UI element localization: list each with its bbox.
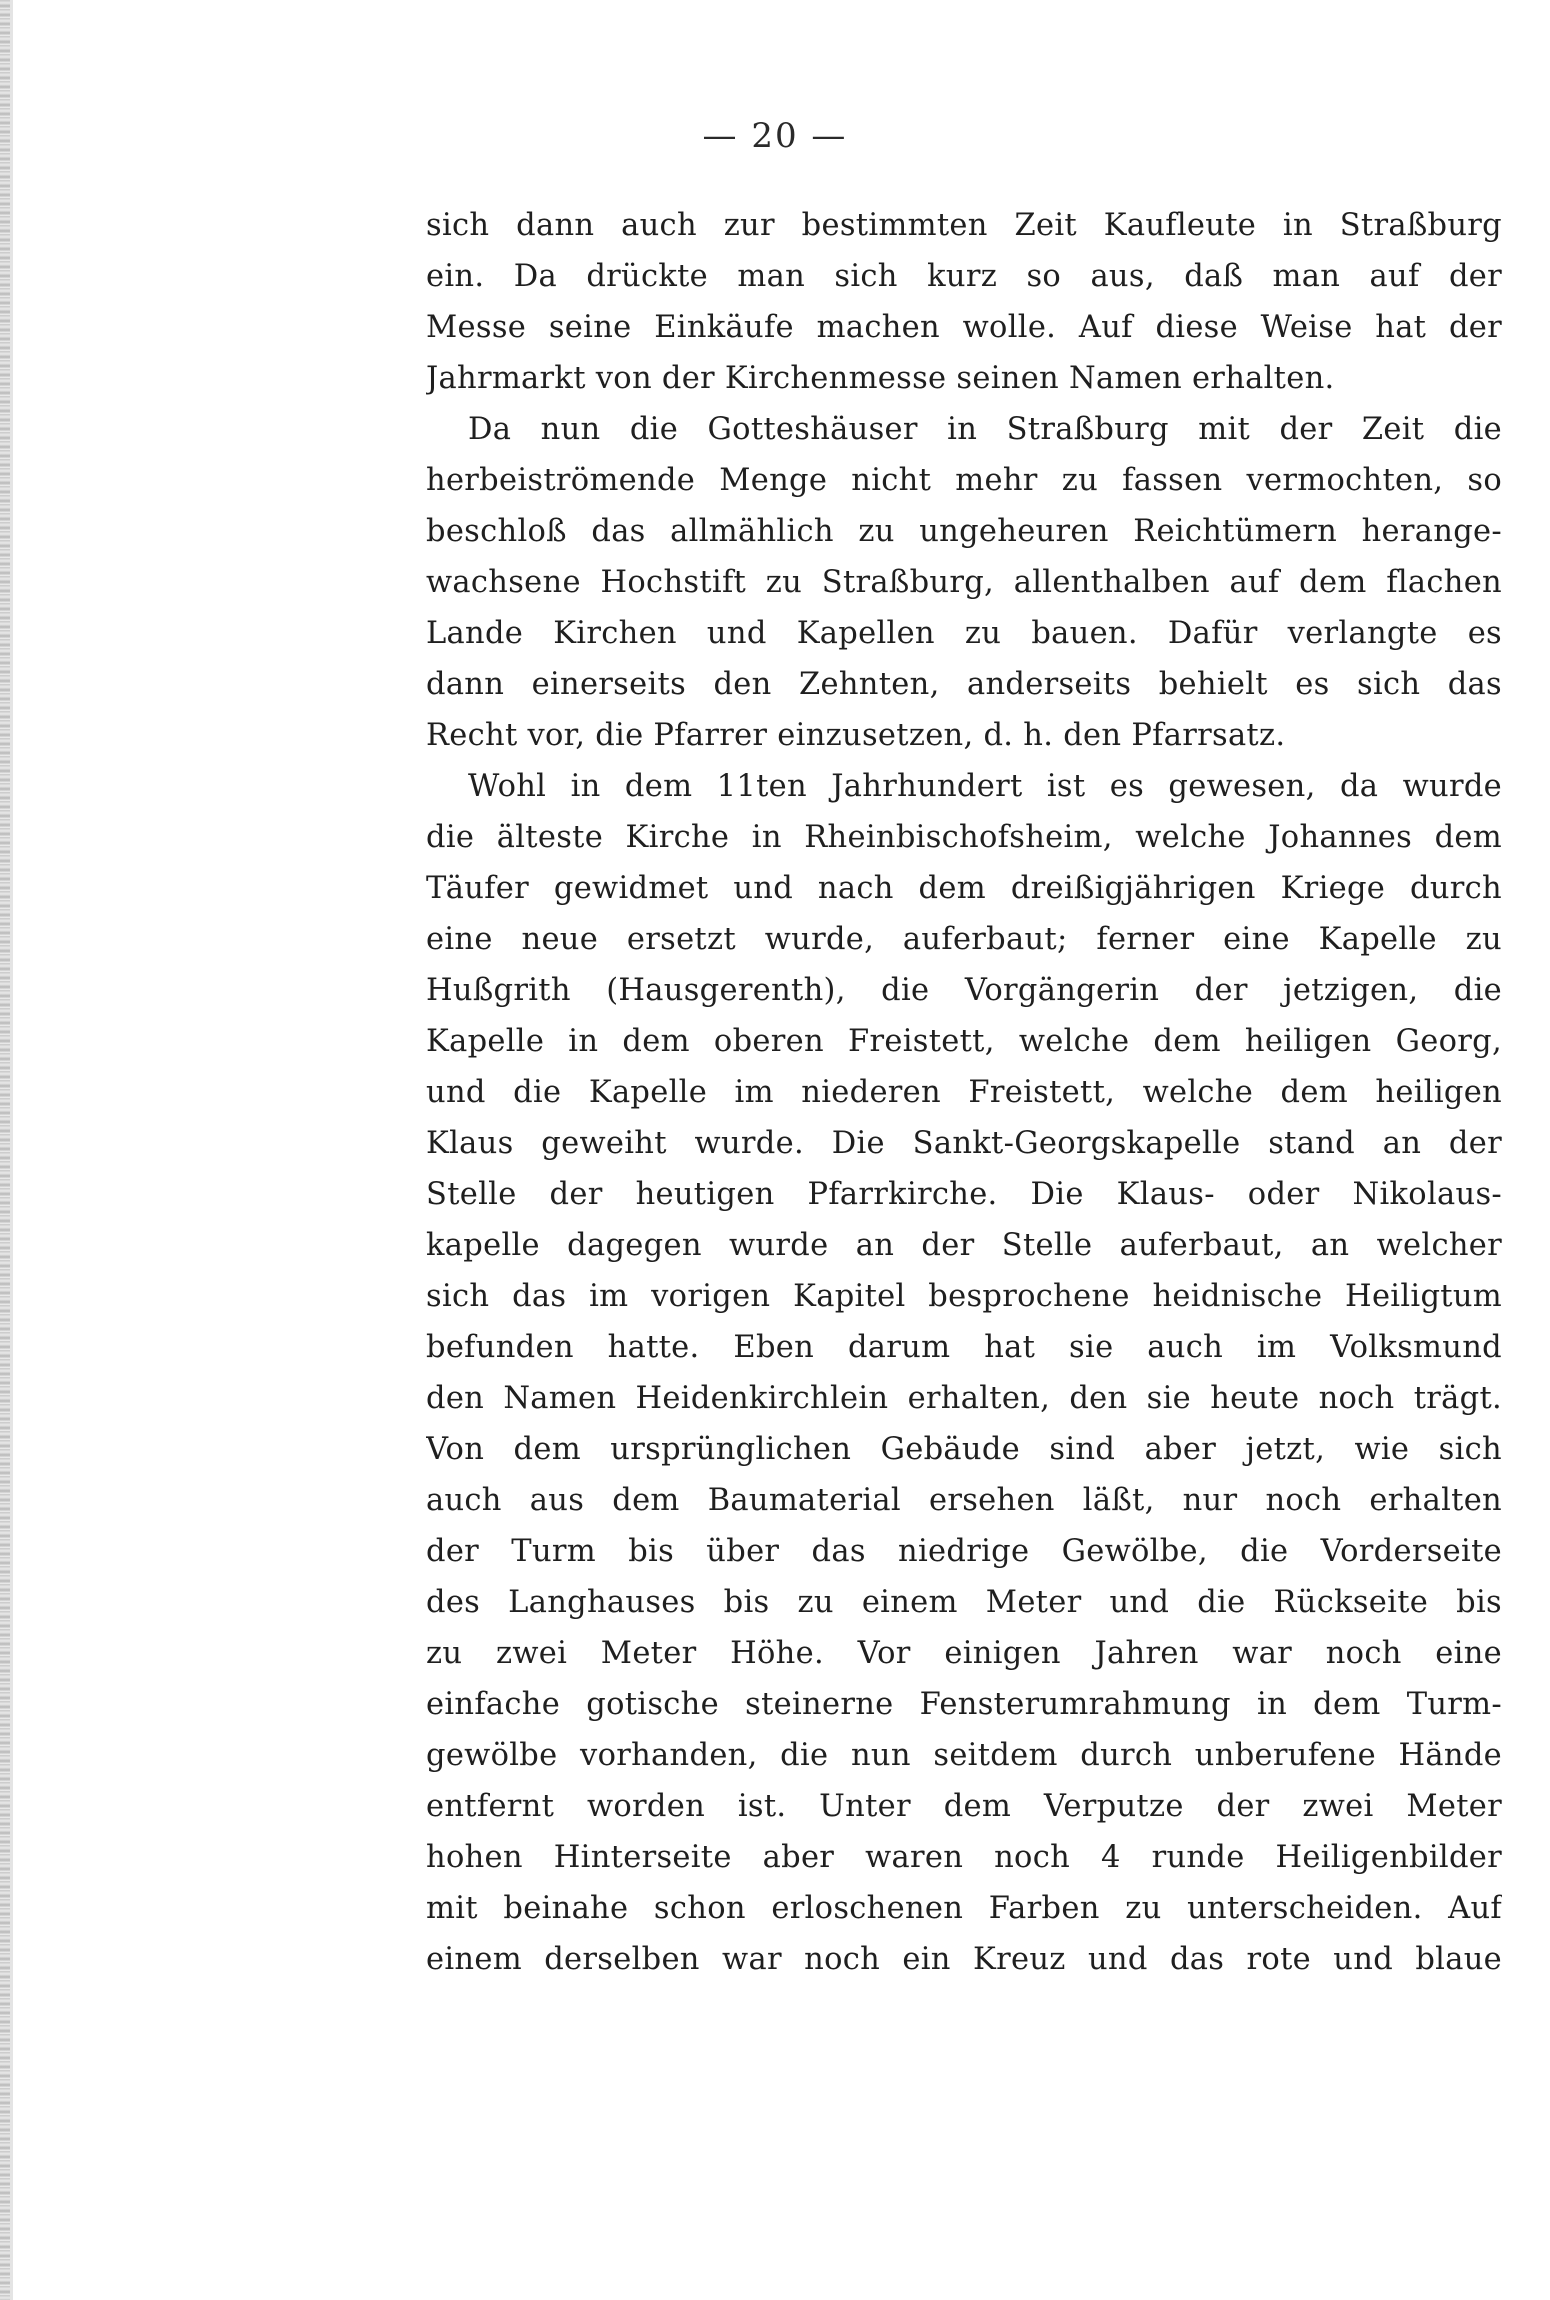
text-line: gewölbe vorhanden, die nun seitdem durch unberufene Hände (426, 1738, 1502, 1773)
text-line: befunden hatte. Eben darum hat sie auch im Volksmund (426, 1330, 1502, 1365)
text-line: herbeiströmende Menge nicht mehr zu fassen vermochten, so (426, 463, 1502, 498)
text-line: Jahrmarkt von der Kirchenmesse seinen Namen erhalten. (426, 361, 1335, 396)
text-line: entfernt worden ist. Unter dem Verputze der zwei Meter (426, 1789, 1502, 1824)
body-text (426, 200, 1502, 1985)
text-line: Wohl in dem 11ten Jahrhundert ist es gewesen, da wurde (468, 769, 1502, 804)
text-line: die älteste Kirche in Rheinbischofsheim, welche Johannes dem (426, 820, 1502, 855)
text-line: des Langhauses bis zu einem Meter und die Rückseite bis (426, 1585, 1502, 1620)
text-line: Klaus geweiht wurde. Die Sankt-Georgskapelle stand an der (426, 1126, 1502, 1161)
scan-binding-shadow (10, 0, 13, 2300)
text-line: Da nun die Gotteshäuser in Straßburg mit der Zeit die (468, 412, 1502, 447)
paragraph-3 (426, 761, 1502, 1985)
text-line: wachsene Hochstift zu Straßburg, allenthalben auf dem flachen (426, 565, 1502, 600)
text-line: dann einerseits den Zehnten, anderseits behielt es sich das (426, 667, 1502, 702)
text-line: Stelle der heutigen Pfarrkirche. Die Klaus- oder Nikolaus- (426, 1177, 1502, 1212)
text-line: ein. Da drückte man sich kurz so aus, daß man auf der (426, 259, 1502, 294)
text-line: einem derselben war noch ein Kreuz und das rote und blaue (426, 1942, 1502, 1977)
paragraph-1 (426, 200, 1502, 404)
text-line: Von dem ursprünglichen Gebäude sind aber jetzt, wie sich (426, 1432, 1502, 1467)
text-line: beschloß das allmählich zu ungeheuren Reichtümern herange- (426, 514, 1502, 549)
text-line: Messe seine Einkäufe machen wolle. Auf diese Weise hat der (426, 310, 1502, 345)
text-line: hohen Hinterseite aber waren noch 4 runde Heiligenbilder (426, 1840, 1502, 1875)
text-line: zu zwei Meter Höhe. Vor einigen Jahren war noch eine (426, 1636, 1502, 1671)
text-line: sich dann auch zur bestimmten Zeit Kaufleute in Straßburg (426, 208, 1502, 243)
text-line: Hußgrith (Hausgerenth), die Vorgängerin der jetzigen, die (426, 973, 1502, 1008)
text-line: den Namen Heidenkirchlein erhalten, den sie heute noch trägt. (426, 1381, 1502, 1416)
text-line: Recht vor, die Pfarrer einzusetzen, d. h. den Pfarrsatz. (426, 718, 1286, 753)
text-line: mit beinahe schon erloschenen Farben zu unterscheiden. Auf (426, 1891, 1502, 1926)
text-line: kapelle dagegen wurde an der Stelle auferbaut, an welcher (426, 1228, 1502, 1263)
text-line: eine neue ersetzt wurde, auferbaut; ferner eine Kapelle zu (426, 922, 1502, 957)
text-line: auch aus dem Baumaterial ersehen läßt, nur noch erhalten (426, 1483, 1502, 1518)
text-line: sich das im vorigen Kapitel besprochene heidnische Heiligtum (426, 1279, 1502, 1314)
text-line: der Turm bis über das niedrige Gewölbe, die Vorderseite (426, 1534, 1502, 1569)
text-line: Lande Kirchen und Kapellen zu bauen. Dafür verlangte es (426, 616, 1502, 651)
text-line: Täufer gewidmet und nach dem dreißigjährigen Kriege durch (426, 871, 1502, 906)
text-line: einfache gotische steinerne Fensterumrahmung in dem Turm- (426, 1687, 1502, 1722)
text-line: Kapelle in dem oberen Freistett, welche dem heiligen Georg, (426, 1024, 1502, 1059)
page-number: — 20 — (702, 116, 848, 156)
paragraph-2 (426, 404, 1502, 761)
scan-binding-edge (0, 0, 10, 2300)
text-line: und die Kapelle im niederen Freistett, welche dem heiligen (426, 1075, 1502, 1110)
